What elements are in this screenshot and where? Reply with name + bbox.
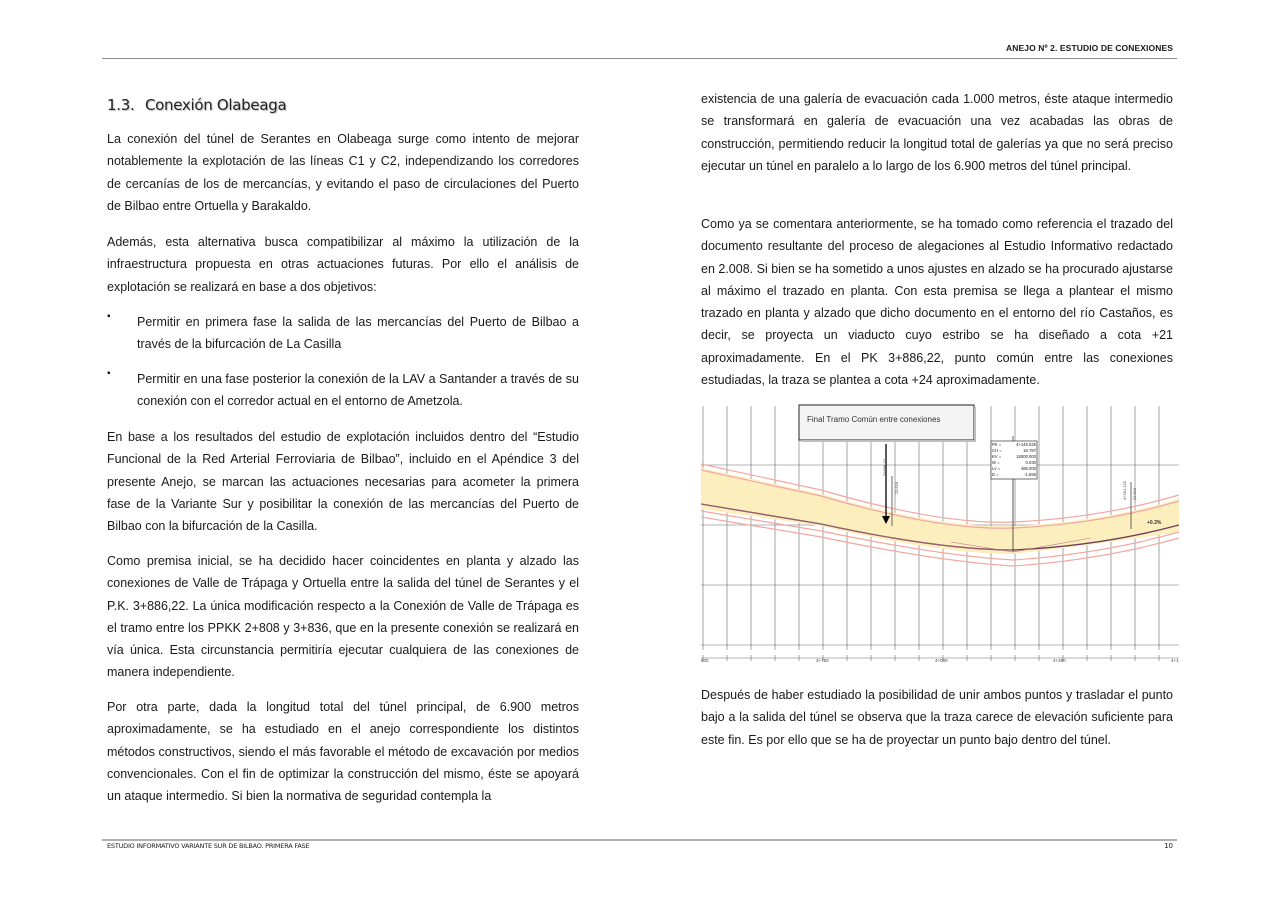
paragraph: existencia de una galería de evacuación cada 1.000 metros, éste ataque intermedio se transformará en galería de evacuación una vez acabadas las obras de construcción, permitiendo reducir la longitud total de galerías ya que no será preciso ejecutar un túnel en paralelo a lo largo de los 6.900 metros del túnel principal. — [701, 92, 1173, 173]
section-title: Conexión Olabeaga — [145, 96, 287, 114]
paragraph: Después de haber estudiado la posibilidad de unir ambos puntos y trasladar el punto bajo a la salida del túnel se observa que la traza carece de elevación suficiente para este fin. Es por ello que se ha de proyectar un punto bajo dentro del túnel. — [701, 688, 1173, 747]
profile-drawing — [701, 404, 1179, 666]
curve-row: W = 0.030 — [992, 460, 1036, 465]
bullet-icon: ▪ — [107, 368, 111, 379]
curve-row: CH = 16.787 — [992, 448, 1036, 453]
longitudinal-profile-figure — [701, 404, 1179, 666]
paragraph: Como premisa inicial, se ha decidido hacer coincidentes en planta y alzado las conexiones de Valle de Trápaga y Ortuella entre la salida del túnel de Serantes y el P.K. 3+886,22. La única modificación respecto a la Conexión de Valle de Trápaga es el tramo entre los PPKK 2+808 y 3+836, que en la presente conexión se realizará en vía única. Esta circunstancia permitiría ejecutar cualquiera de las conexiones de manera independiente. — [107, 554, 579, 680]
page-header-title: ANEJO Nº 2. ESTUDIO DE CONEXIONES — [1006, 43, 1173, 53]
paragraph: Como ya se comentara anteriormente, se ha tomado como referencia el trazado del documento resultante del proceso de alegaciones al Estudio Informativo redactado en 2.008. Si bien se ha sometido a unos ajustes en alzado se ha procurado ajustarse al máximo el trazado en planta. Con esta premisa se llega a plantear el mismo trazado en planta y alzado que dicho documento en el entorno del río Castaños, es decir, se proyecta un viaducto cuyo estribo se ha diseñado a cota +21 aproximadamente. En el PK 3+886,22, punto común entre las conexiones estudiadas, la traza se plantea a cota +24 aproximadamente. — [701, 217, 1173, 388]
footer-document-title: ESTUDIO INFORMATIVO VARIANTE SUR DE BILBAO. PRIMERA FASE — [107, 842, 310, 850]
bullet-icon: ▪ — [107, 311, 111, 322]
curve-parameters-table — [992, 442, 1036, 478]
bullet-item — [107, 368, 579, 413]
vertical-mark-label: 3+886.22 — [882, 459, 887, 476]
header-rule — [102, 58, 1177, 59]
page-number: 10 — [1164, 842, 1173, 850]
paragraph: Además, esta alternativa busca compatibilizar al máximo la utilización de la infraestructura propuesta en otras actuaciones futuras. Por ello el análisis de explotación se realizará en base a dos objetivos: — [107, 235, 579, 294]
station-label: 4+000 — [935, 658, 948, 663]
curve-row: PK = 4+149.625 — [992, 442, 1036, 447]
paragraph: Por otra parte, dada la longitud total del túnel principal, de 6.900 metros aproximadamente, se ha estudiado en el anejo correspondiente los distintos métodos constructivos, siendo el más favorable el método de excavación por medios convencionales. Con el fin de optimizar la construcción del mismo, éste se apoyará un ataque intermedio. Si bien la normativa de seguridad contempla la — [107, 700, 579, 804]
bullet-text: Permitir en una fase posterior la conexión de la LAV a Santander a través de su conexión con el corredor actual en el entorno de Ametzola. — [137, 372, 579, 409]
curve-row: D = -1.656 — [992, 472, 1036, 477]
grade-label: +0.3% — [1147, 520, 1162, 526]
section-heading — [107, 96, 286, 114]
paragraph: La conexión del túnel de Serantes en Olabeaga surge como intento de mejorar notablemente la explotación de las líneas C1 y C2, independizando los corredores de cercanías de los de mercancías, y evitando el paso de circulaciones del Puerto de Bilbao entre Ortuella y Barakaldo. — [107, 132, 579, 213]
section-number: 1.3. — [107, 96, 135, 114]
vertical-mark-label: 23.516 — [894, 481, 899, 494]
curve-row: KV = 18000.000 — [992, 454, 1036, 459]
station-label: 500 — [701, 658, 709, 663]
station-label: 4+1 — [1171, 658, 1179, 663]
callout-label: Final Tramo Común entre conexiones — [807, 415, 941, 424]
paragraph: En base a los resultados del estudio de explotación incluidos dentro del “Estudio Funcional de la Red Arterial Ferroviaria de Bilbao”, incluido en el Apéndice 3 del presente Anejo, se marcan las actuaciones necesarias para acometer la primera fase de la Variante Sur y posibilitar la conexión de las mercancías del Puerto de Bilbao con la bifurcación de la Casilla. — [107, 430, 579, 534]
station-label: 4+250 — [1053, 658, 1066, 663]
bullet-item — [107, 311, 579, 356]
footer-rule — [102, 839, 1177, 841]
curve-row: Lv = 485.000 — [992, 466, 1036, 471]
vertical-mark-label: 23.516 — [1132, 487, 1137, 500]
bullet-text: Permitir en primera fase la salida de las mercancías del Puerto de Bilbao a través de la bifurcación de La Casilla — [137, 315, 579, 352]
station-label: 3+750 — [816, 658, 829, 663]
vertical-mark-label: 4+391.125 — [1122, 480, 1127, 500]
